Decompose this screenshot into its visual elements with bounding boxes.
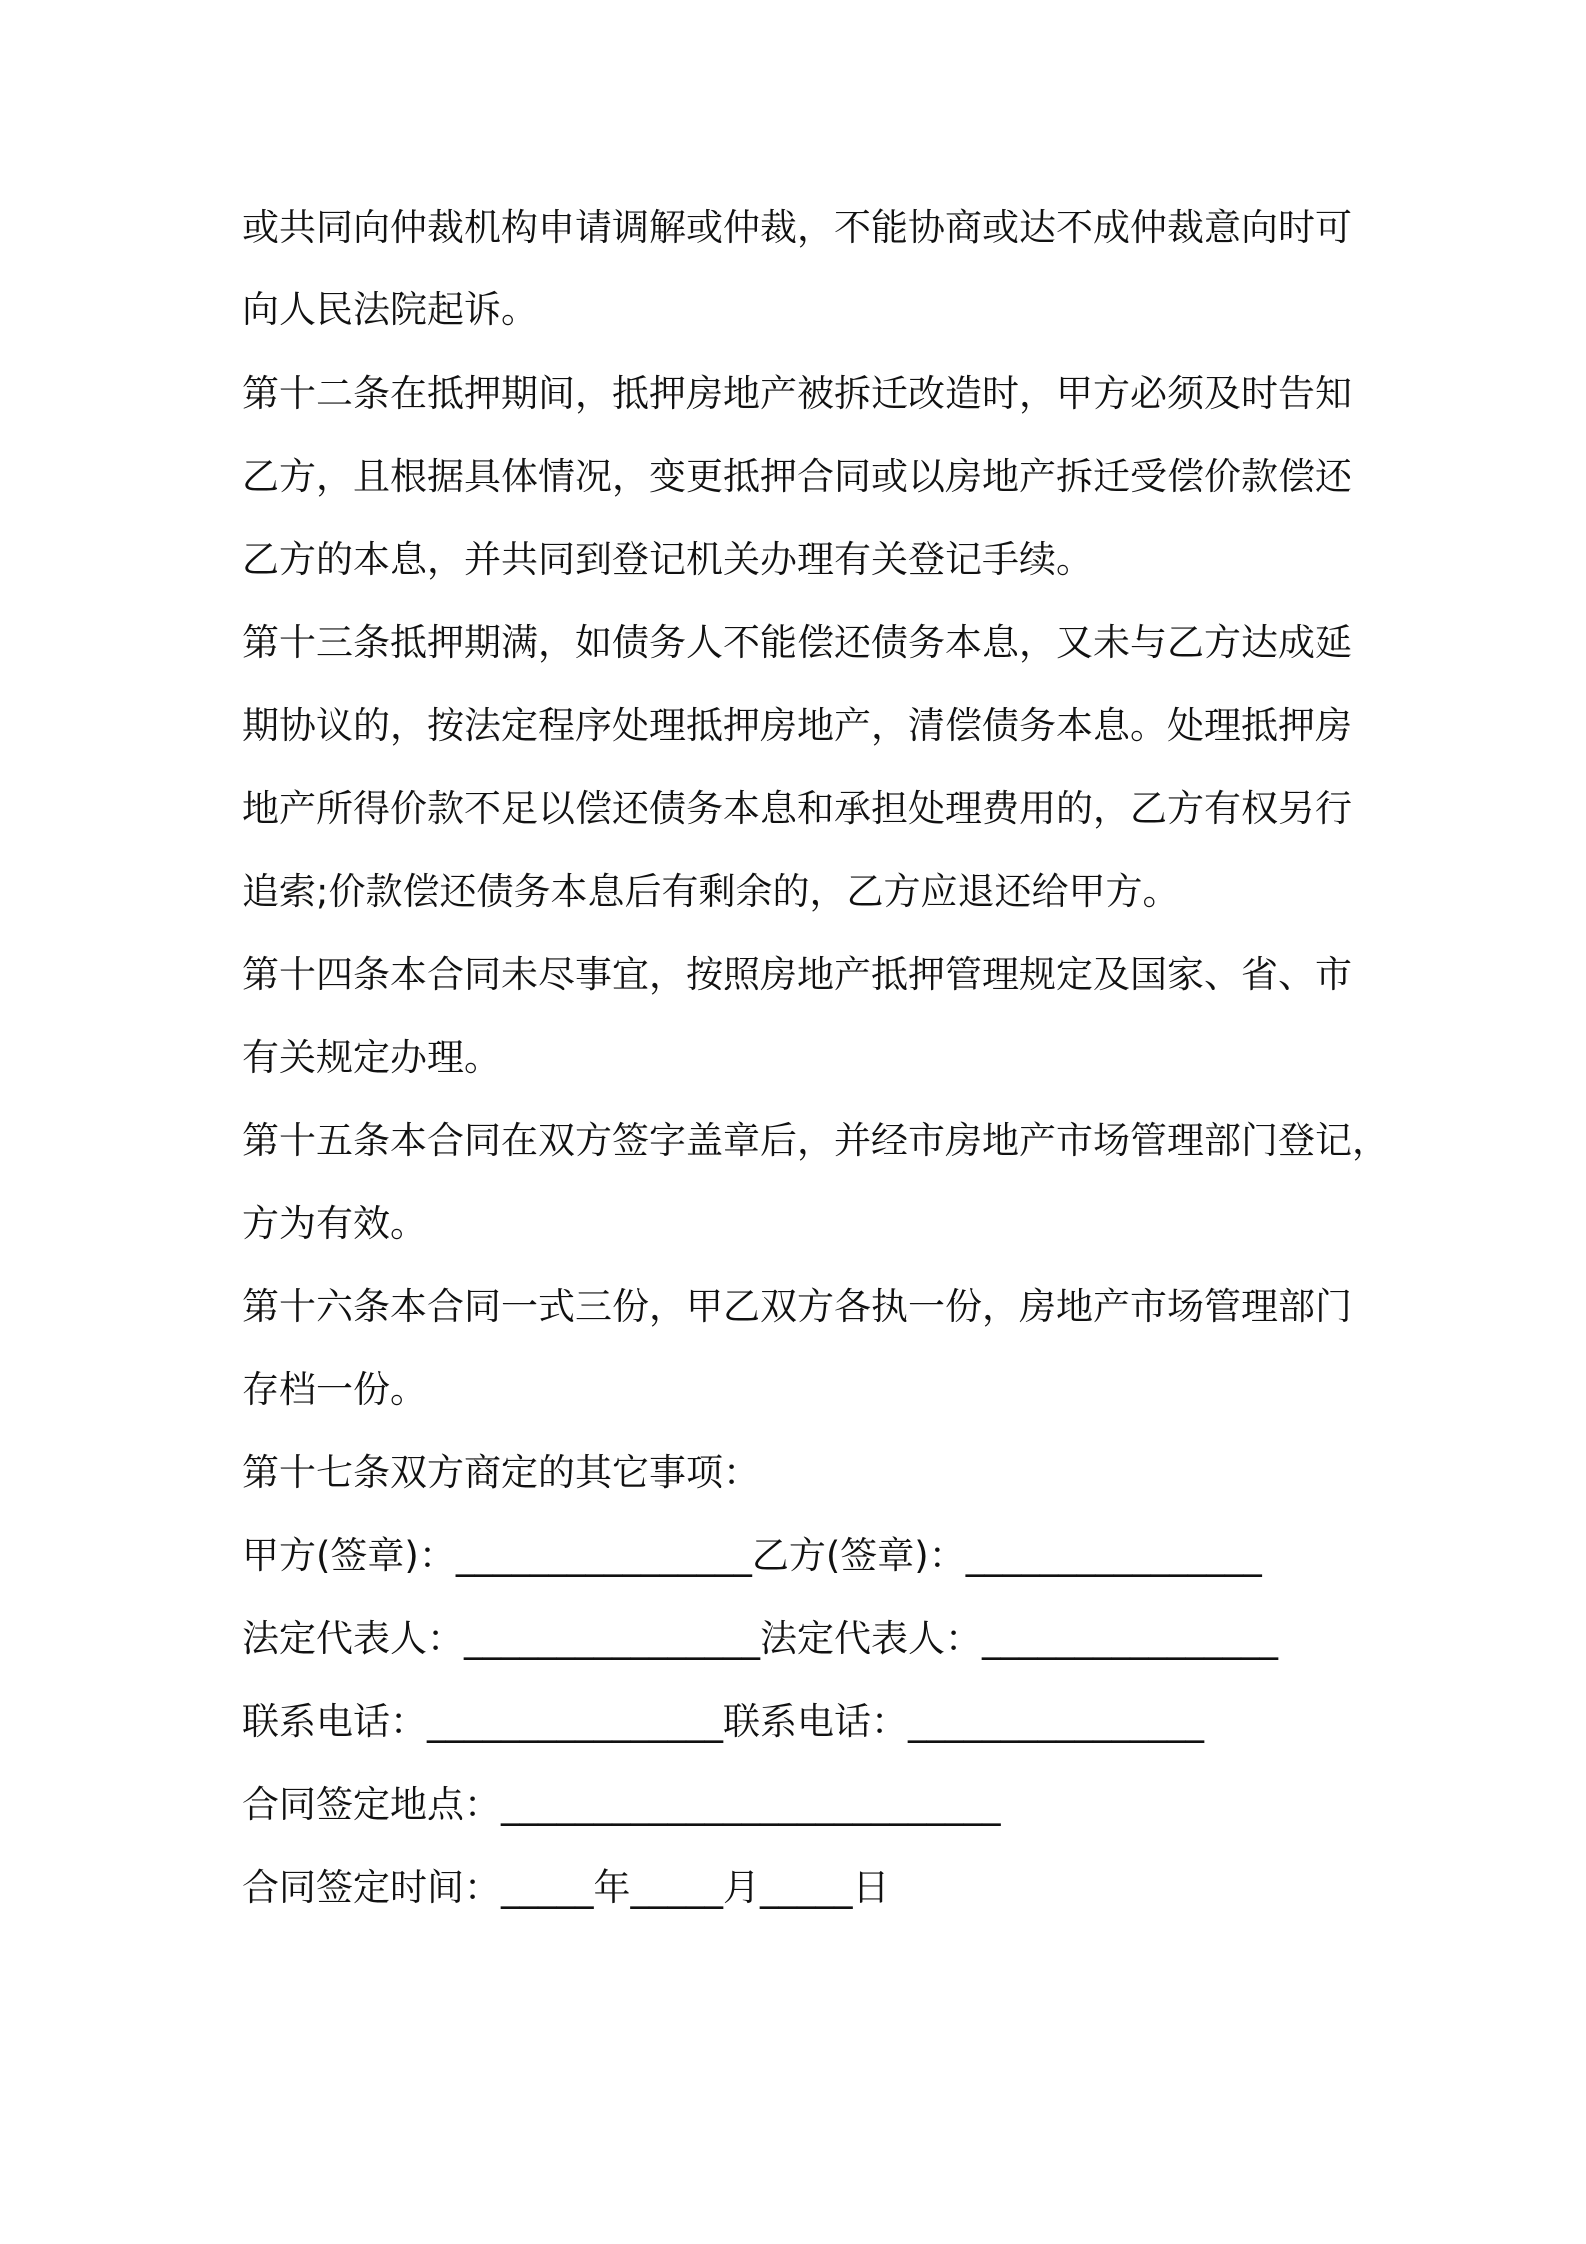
signing-place-line: 合同签定地点：___________________________ xyxy=(242,1783,1001,1826)
text-line: 乙方，且根据具体情况，变更抵押合同或以房地产拆迁受偿价款偿还 xyxy=(242,455,1352,498)
text-line: 追索;价款偿还债务本息后有剩余的，乙方应退还给甲方。 xyxy=(242,870,1180,913)
text-line: 向人民法院起诉。 xyxy=(242,288,538,331)
text-line: 有关规定办理。 xyxy=(242,1036,501,1079)
article-12: 第十二条在抵押期间，抵押房地产被拆迁改造时，甲方必须及时告知 xyxy=(242,372,1352,415)
article-14: 第十四条本合同未尽事宜，按照房地产抵押管理规定及国家、省、市 xyxy=(242,953,1352,996)
article-16: 第十六条本合同一式三份，甲乙双方各执一份，房地产市场管理部门 xyxy=(242,1285,1352,1328)
article-13: 第十三条抵押期满，如债务人不能偿还债务本息，又未与乙方达成延 xyxy=(242,621,1352,664)
signing-date-line: 合同签定时间：_____年_____月_____日 xyxy=(242,1866,890,1909)
article-15: 第十五条本合同在双方签字盖章后，并经市房地产市场管理部门登记， xyxy=(242,1119,1389,1162)
text-line: 乙方的本息，并共同到登记机关办理有关登记手续。 xyxy=(242,538,1093,581)
text-line: 地产所得价款不足以偿还债务本息和承担处理费用的，乙方有权另行 xyxy=(242,787,1352,830)
contact-phone-line: 联系电话：________________联系电话：________________ xyxy=(242,1700,1204,1743)
text-line: 期协议的，按法定程序处理抵押房地产，清偿债务本息。处理抵押房 xyxy=(242,704,1352,747)
signature-party-line: 甲方(签章)：________________乙方(签章)：________________ xyxy=(242,1534,1262,1577)
article-17: 第十七条双方商定的其它事项： xyxy=(242,1451,760,1494)
text-line: 存档一份。 xyxy=(242,1368,427,1411)
text-line: 方为有效。 xyxy=(242,1202,427,1245)
text-line: 或共同向仲裁机构申请调解或仲裁，不能协商或达不成仲裁意向时可 xyxy=(242,206,1352,249)
legal-representative-line: 法定代表人：________________法定代表人：________________ xyxy=(242,1617,1278,1660)
